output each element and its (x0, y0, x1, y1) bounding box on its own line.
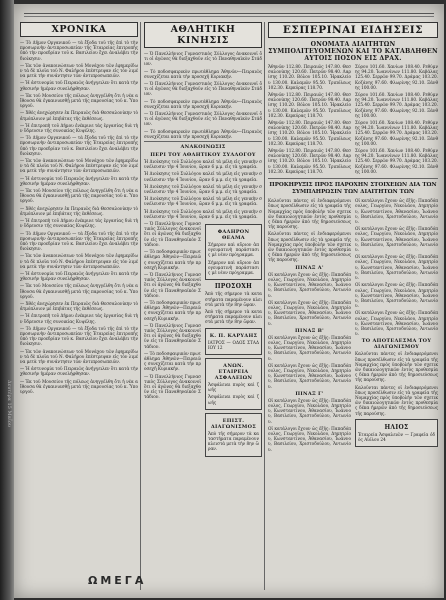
table-heading: ΠΙΝΑΞ Α' (295, 264, 324, 271)
notice-text: Ἡ Διοίκησις τοῦ Συλλόγου καλεῖ τὰ μέλη εἰς γενικὴν συνέλευσιν τὴν 4 Ἰουνίου, ὥραν 6 μ.μ. εἰς τὰ γραφεῖα. (144, 183, 262, 195)
ad-title: ΕΠΙΣΤ. ΔΙΑΓΩΝΙΣΜΟΣ (210, 417, 257, 430)
article-paragraph: — Ἡ ἀστυνομία τοῦ Πειραιῶς ἀνήγγειλεν ὅτι κατὰ τὴν χθεσινὴν ἡμέραν συνελήφθησαν. (20, 366, 138, 377)
top-rule-secondary (24, 16, 434, 17)
column-rule-2 (264, 22, 265, 590)
ad-box-karydis (205, 328, 262, 355)
article-paragraph: — Ἡ ἀστυνομία τοῦ Πειραιῶς ἀνήγγειλεν ὅτι κατὰ τὴν χθεσινὴν ἡμέραν συνελήφθησαν. (20, 175, 138, 186)
prosoxi-title: ΠΡΟΣΟΧΗ (214, 283, 253, 291)
page-margin-note: Δευτέρα 15 Μαΐου (6, 380, 12, 427)
column-athletics (144, 22, 262, 592)
notice-text: Ἡ Διοίκησις τοῦ Συλλόγου καλεῖ τὰ μέλη εἰς γενικὴν συνέλευσιν τὴν 4 Ἰουνίου, ὥραν 6 μ.μ. εἰς τὰ γραφεῖα. (144, 171, 262, 182)
ad-text: ΙΑΤΡΟΣ — ΟΔΟΣ ΣΤΑΔΙΟΥ 12 (208, 339, 259, 350)
article-paragraph: — Ὁ Πανελλήνιος Γυμναστικὸς Σύλλογος ἀνακοινοῖ ὅτι οἱ ἀγῶνες θὰ διεξαχθοῦν εἰς τὸ Παναθηναϊκὸν Στάδιον. (144, 373, 201, 400)
column-chronika (20, 22, 138, 592)
lower-left (144, 221, 201, 459)
article-paragraph: — Ἐκ τῶν ἀνακοινώσεων τοῦ Μονάχου τῶν ἐφημερίδων τὰ δὲ πλοῖα τοῦ Ν. Φαλήρου ἐπέστρεψαν εἰς τὸν λιμένα μετὰ τὴν συνάντησιν τῶν ἀντιπροσωπειῶν. (20, 158, 138, 174)
prosoxi-text: Ἀπὸ τῆς σήμερον τὰ καταστήματα παραμένουν κλειστὰ μετὰ τὴν 8ην ὥραν. (205, 291, 262, 307)
proclamation-left (268, 198, 351, 454)
body-text: Οἱ κατάλογοι ἔχουν ὡς ἑξῆς: Παπαδόπουλος, Γεωργίου, Νικολάου, Δημητρίου, Κωνσταντίνου, Ἀθανασίου, Ἰωάννου, Βασιλείου, Χριστοδούλου, Ἀντωνίου. (355, 226, 438, 253)
body-text: Οἱ κατάλογοι ἔχουν ὡς ἑξῆς: Παπαδόπουλος, Γεωργίου, Νικολάου, Δημητρίου, Κωνσταντίνου, Ἀθανασίου, Ἰωάννου, Βασιλείου, Χριστοδούλου, Ἀντωνίου. (268, 271, 351, 298)
article-paragraph: — Χθὲς ἀνεχώρησεν ἐκ Πειραιῶς διὰ Θεσσαλονίκην τὸ ἀτμόπλοιον μὲ ἐπιβάτας τῆς ἐκθέσεως. (20, 110, 138, 121)
table-heading: ΠΙΝΑΞ Β' (295, 327, 324, 334)
article-paragraph: — Τὸ Δῆμον Οργανικοῦ — τὰ ἔξοδα τοῦ τῆς ἐπὶ τὸ τὴν προσωρινὴν ἀντιπροσωπείαν τῆς Ἑταιρείας ἐπιτροπῆς ὑπὸ τὴν προεδρίαν τοῦ κ. Βασιλείου ἔχει ἀναλάβει τὴν διοίκησιν. (20, 40, 138, 61)
lower-right (205, 221, 262, 459)
body-text: Οἱ κατάλογοι ἔχουν ὡς ἑξῆς: Παπαδόπουλος, Γεωργίου, Νικολάου, Δημητρίου, Κωνσταντίνου, Ἀθανασίου, Ἰωάννου, Βασιλείου, Χριστοδούλου, Ἀντωνίου. (355, 282, 438, 309)
notice-text: Ἡ Διοίκησις τοῦ Συλλόγου καλεῖ τὰ μέλη εἰς γενικὴν συνέλευσιν τὴν 4 Ἰουνίου, ὥραν 6 μ.μ. εἰς τὰ γραφεῖα. (144, 196, 262, 207)
ad-box-insurance (205, 358, 262, 410)
article-paragraph: — Ὁ Πανελλήνιος Γυμναστικὸς Σύλλογος ἀνακοινοῖ ὅτι οἱ ἀγῶνες θὰ διεξαχθοῦν εἰς τὸ Παναθηναϊκὸν Στάδιον. (144, 271, 201, 298)
article-paragraph: — Ὁ Πανελλήνιος Γυμναστικὸς Σύλλογος ἀνακοινοῖ ὅτι οἱ ἀγῶνες θὰ διεξαχθοῦν εἰς τὸ Παναθηναϊκὸν Στάδιον. (144, 221, 201, 247)
article-paragraph: — Τὸ ποδοσφαιρικὸν πρωτάθλημα Ἀθηνῶν—Πειραιῶς συνεχίζεται κατὰ τὴν προσεχῆ Κυριακήν. (144, 128, 262, 139)
article-paragraph: — Ἐκ τοῦ Μουσείου τῆς πόλεως ἀνηγγέλθη ὅτι ἡ νέα αἴθουσα θὰ ἐγκαινιασθῇ μετὰ τῆς παρουσίας τοῦ κ. Ὑπουργοῦ. (20, 378, 138, 394)
notice-text: Ἡ Διοίκησις τοῦ Συλλόγου καλεῖ τὰ μέλη εἰς γενικὴν συνέλευσιν τὴν 4 Ἰουνίου, ὥραν 6 μ.μ. εἰς τὰ γραφεῖα. (144, 208, 262, 219)
article-paragraph: — Ἡ ἐπιτροπὴ τοῦ Δήμου ἐνέκρινε τὰς ἐργασίας διὰ τὴν ὕδρευσιν τῆς συνοικίας Κυψέλης. (20, 313, 138, 324)
column-evening-news (268, 22, 438, 592)
ad-text: Ἀσφάλειαι πυρὸς καὶ ζωῆς (208, 394, 259, 405)
article-paragraph: — Χθὲς ἀνεχώρησεν ἐκ Πειραιῶς διὰ Θεσσαλονίκην τὸ ἀτμόπλοιον μὲ ἐπιβάτας τῆς ἐκθέσεως. (20, 205, 138, 216)
article-paragraph: — Τὸ Δῆμον Οργανικοῦ — τὰ ἔξοδα τοῦ τῆς ἐπὶ τὸ τὴν προσωρινὴν ἀντιπροσωπείαν τῆς Ἑταιρείας ἐπιτροπῆς ὑπὸ τὴν προεδρίαν τοῦ κ. Βασιλείου ἔχει ἀναλάβει τὴν διοίκησιν. (20, 135, 138, 156)
article-paragraph: — Τὸ ποδοσφαιρικὸν πρωτάθλημα Ἀθηνῶν—Πειραιῶς συνεχίζεται κατὰ τὴν προσεχῆ Κυριακήν. (144, 68, 262, 79)
ad-title: Κ. Π. ΚΑΡΥΔΗΣ (209, 332, 258, 339)
helios-title: ΗΛΙΟΣ (384, 423, 409, 431)
body-text: Οἱ κατάλογοι ἔχουν ὡς ἑξῆς: Παπαδόπουλος, Γεωργίου, Νικολάου, Δημητρίου, Κωνσταντίνου, Ἀθανασίου, Ἰωάννου, Βασιλείου, Χριστοδούλου, Ἀντωνίου. (268, 397, 351, 424)
ad-title: ΑΝΩΝ. ΕΤΑΙΡΕΙΑ ΑΣΦΑΛΕΙΩΝ (214, 362, 253, 381)
article-paragraph: — Τὸ ποδοσφαιρικὸν πρωτάθλημα Ἀθηνῶν—Πειραιῶς συνεχίζεται κατὰ τὴν προσεχῆ Κυριακήν. (144, 98, 262, 109)
body-text: Καλοῦνται πάντες οἱ ἐνδιαφερόμενοι ὅπως προσέλθωσιν εἰς τὰ γραφεῖα τῆς Νομαρχίας πρὸς ὑποβολὴν τῶν σχετικῶν δικαιολογητικῶν ἐντὸς προθεσμίας δέκα ἡμερῶν ἀπὸ τῆς δημοσιεύσεως τῆς παρούσης. (268, 231, 351, 263)
proclamation-body (268, 198, 438, 454)
headline-proclamation: ΠΡΟΚΗΡΥΞΙΣ ΠΡΟΣ ΠΑΡΟΧΗΝ ΣΤΟΙΧΕΙΩΝ ΔΙΑ ΤΩΝ ΣΥΜΠΛΗΡΩΣΙΝ ΤΩΝ ΔΙΑΙΤΗΤΩΝ ΤΩΝ (269, 182, 437, 195)
list-text: Σύρου 101.60. Χανίων 108.40. Ρεθύμνης 94.20. Ἰωαννίνων 111.80. Καβάλας 125.40. Σερρῶν 99.70. Δράμας 103.20. Κοζάνης 97.60. Φλωρίνης 92.10. Ξάνθης 100.00. (355, 120, 438, 146)
ad-text: Ἀσφάλειαι πυρὸς καὶ ζωῆς (208, 381, 259, 393)
list-text: Σύρου 101.60. Χανίων 108.40. Ρεθύμνης 94.20. Ἰωαννίνων 111.80. Καβάλας 125.40. Σερρῶν 99.70. Δράμας 103.20. Κοζάνης 97.60. Φλωρίνης 92.10. Ξάνθης 100.00. (355, 148, 438, 174)
ad-text: Σήμερον καὶ αὔριον ἀπογευματινὴ παράστασις μὲ νέον πρόγραμμα. (208, 259, 259, 276)
body-text: Οἱ κατάλογοι ἔχουν ὡς ἑξῆς: Παπαδόπουλος, Γεωργίου, Νικολάου, Δημητρίου, Κωνσταντίνου, Ἀθανασίου, Ἰωάννου, Βασιλείου, Χριστοδούλου, Ἀντωνίου. (268, 425, 351, 452)
article-paragraph: — Τὸ Δῆμον Οργανικοῦ — τὰ ἔξοδα τοῦ τῆς ἐπὶ τὸ τὴν προσωρινὴν ἀντιπροσωπείαν τῆς Ἑταιρείας ἐπιτροπῆς ὑπὸ τὴν προεδρίαν τοῦ κ. Βασιλείου ἔχει ἀναλάβει τὴν διοίκησιν. (20, 230, 138, 252)
body-text: Οἱ κατάλογοι ἔχουν ὡς ἑξῆς: Παπαδόπουλος, Γεωργίου, Νικολάου, Δημητρίου, Κωνσταντίνου, Ἀθανασίου, Ἰωάννου, Βασιλείου, Χριστοδούλου, Ἀντωνίου. (268, 362, 351, 389)
list-text: Ἀθηνῶν 112.80. Πειραιῶς 147.80. Θεσσαλονίκης 120.60. Πατρῶν 98.40. Λαρίσης 110.20. Βόλου 105.10. Ἡρακλείου 130.00. Καλαμῶν 95.50. Τριπόλεως 102.30. Κερκύρας 118.70. (268, 92, 351, 118)
list-text: Ἀθηνῶν 112.80. Πειραιῶς 147.80. Θεσσαλονίκης 120.60. Πατρῶν 98.40. Λαρίσης 110.20. Βόλου 105.10. Ἡρακλείου 130.00. Καλαμῶν 95.50. Τριπόλεως 102.30. Κερκύρας 118.70. (268, 120, 351, 146)
body-text: Οἱ κατάλογοι ἔχουν ὡς ἑξῆς: Παπαδόπουλος, Γεωργίου, Νικολάου, Δημητρίου, Κωνσταντίνου, Ἀθανασίου, Ἰωάννου, Βασιλείου, Χριστοδούλου, Ἀντωνίου. (268, 334, 351, 361)
ad-title: ΦΑΛΗΡΟΝ ΘΕΑΜΑ (217, 229, 250, 242)
article-paragraph: — Ὁ Πανελλήνιος Γυμναστικὸς Σύλλογος ἀνακοινοῖ ὅτι οἱ ἀγῶνες θὰ διεξαχθοῦν εἰς τὸ Παναθηναϊκὸν Στάδιον. (144, 81, 262, 97)
list-right (355, 64, 438, 176)
section-divider (144, 141, 262, 142)
prosoxi-text: Ἀπὸ τῆς σήμερον τὰ καταστήματα παραμένουν κλειστὰ μετὰ τὴν 8ην ὥραν. (205, 308, 262, 325)
newspaper-page (14, 4, 444, 598)
ad-box-helios (355, 419, 438, 447)
ad-box-competition (205, 413, 262, 457)
notice-title: ΑΝΑΚΟΙΝΩΣΙΣ (180, 144, 226, 151)
section-divider (268, 178, 438, 179)
list-text: Ἀθηνῶν 112.80. Πειραιῶς 147.80. Θεσσαλονίκης 120.60. Πατρῶν 98.40. Λαρίσης 110.20. Βόλου 105.10. Ἡρακλείου 130.00. Καλαμῶν 95.50. Τριπόλεως 102.30. Κερκύρας 118.70. (268, 64, 351, 90)
headline-arbitrators: ΟΝΟΜΑΤΑ ΔΙΑΙΤΗΤΩΝ ΣΥΜΠΟΛΙΤΕΥΟΜΕΝΩΝ ΚΑΙ ΤΟ ΚΑΤΑΒΛΗΘΕΝ ΑΥΤΟΙΣ ΠΟΣΟΝ ΕΙΣ ΔΡΑΧ. (268, 41, 438, 62)
page-binding-edge (0, 0, 14, 600)
body-text: Οἱ κατάλογοι ἔχουν ὡς ἑξῆς: Παπαδόπουλος, Γεωργίου, Νικολάου, Δημητρίου, Κωνσταντίνου, Ἀθανασίου, Ἰωάννου, Βασιλείου, Χριστοδούλου, Ἀντωνίου. (355, 310, 438, 337)
article-paragraph: — Ἐκ τοῦ Μουσείου τῆς πόλεως ἀνηγγέλθη ὅτι ἡ νέα αἴθουσα θὰ ἐγκαινιασθῇ μετὰ τῆς παρουσίας τοῦ κ. Ὑπουργοῦ. (20, 283, 138, 299)
ad-text: Ἀπὸ τῆς σήμερον τὰ καταστήματα παραμένουν κλειστὰ μετὰ τὴν 8ην ὥραν. (208, 430, 259, 452)
helios-text: Ἑταιρεία Ἀσφαλειῶν — Γραφεῖα ὁδὸς Αἰόλου 24 (358, 431, 435, 442)
ad-box-faliron (205, 224, 262, 280)
article-paragraph: — Ὁ Πανελλήνιος Γυμναστικὸς Σύλλογος ἀνακοινοῖ ὅτι οἱ ἀγῶνες θὰ διεξαχθοῦν εἰς τὸ Παναθηναϊκὸν Στάδιον. (144, 322, 201, 349)
article-paragraph: — Ἐκ τῶν ἀνακοινώσεων τοῦ Μονάχου τῶν ἐφημερίδων τὰ δὲ πλοῖα τοῦ Ν. Φαλήρου ἐπέστρεψαν εἰς τὸν λιμένα μετὰ τὴν συνάντησιν τῶν ἀντιπροσωπειῶν. (20, 348, 138, 364)
article-paragraph: — Ἐκ τῶν ἀνακοινώσεων τοῦ Μονάχου τῶν ἐφημερίδων τὰ δὲ πλοῖα τοῦ Ν. Φαλήρου ἐπέστρεψαν εἰς τὸν λιμένα μετὰ τὴν συνάντησιν τῶν ἀντιπροσωπειῶν. (20, 253, 138, 269)
article-paragraph: — Τὸ ποδοσφαιρικὸν πρωτάθλημα Ἀθηνῶν—Πειραιῶς συνεχίζεται κατὰ τὴν προσεχῆ Κυριακήν. (144, 249, 201, 270)
body-text: Οἱ κατάλογοι ἔχουν ὡς ἑξῆς: Παπαδόπουλος, Γεωργίου, Νικολάου, Δημητρίου, Κωνσταντίνου, Ἀθανασίου, Ἰωάννου, Βασιλείου, Χριστοδούλου, Ἀντωνίου. (355, 198, 438, 225)
article-paragraph: — Ὁ Πανελλήνιος Γυμναστικὸς Σύλλογος ἀνακοινοῖ ὅτι οἱ ἀγῶνες θὰ διεξαχθοῦν εἰς τὸ Παναθηναϊκὸν Στάδιον. (144, 51, 262, 67)
proclamation-right (355, 198, 438, 454)
table-heading: ΠΙΝΑΞ Γ' (295, 390, 324, 397)
body-text: Καλοῦνται πάντες οἱ ἐνδιαφερόμενοι ὅπως προσέλθωσιν εἰς τὰ γραφεῖα τῆς Νομαρχίας πρὸς ὑποβολὴν τῶν σχετικῶν δικαιολογητικῶν ἐντὸς προθεσμίας δέκα ἡμερῶν ἀπὸ τῆς δημοσιεύσεως τῆς παρούσης. (355, 384, 438, 416)
lower-split (144, 221, 262, 459)
list-text: Σύρου 101.60. Χανίων 108.40. Ρεθύμνης 94.20. Ἰωαννίνων 111.80. Καβάλας 125.40. Σερρῶν 99.70. Δράμας 103.20. Κοζάνης 97.60. Φλωρίνης 92.10. Ξάνθης 100.00. (355, 92, 438, 118)
body-text: Καλοῦνται πάντες οἱ ἐνδιαφερόμενοι ὅπως προσέλθωσιν εἰς τὰ γραφεῖα τῆς Νομαρχίας πρὸς ὑποβολὴν τῶν σχετικῶν δικαιολογητικῶν ἐντὸς προθεσμίας δέκα ἡμερῶν ἀπὸ τῆς δημοσιεύσεως τῆς παρούσης. (355, 351, 438, 383)
article-paragraph: — Ἡ ἀστυνομία τοῦ Πειραιῶς ἀνήγγειλεν ὅτι κατὰ τὴν χθεσινὴν ἡμέραν συνελήφθησαν. (20, 270, 138, 282)
body-text: Οἱ κατάλογοι ἔχουν ὡς ἑξῆς: Παπαδόπουλος, Γεωργίου, Νικολάου, Δημητρίου, Κωνσταντίνου, Ἀθανασίου, Ἰωάννου, Βασιλείου, Χριστοδούλου, Ἀντωνίου. (355, 254, 438, 281)
body-text: Καλοῦνται πάντες οἱ ἐνδιαφερόμενοι ὅπως προσέλθωσιν εἰς τὰ γραφεῖα τῆς Νομαρχίας πρὸς ὑποβολὴν τῶν σχετικῶν δικαιολογητικῶν ἐντὸς προθεσμίας δέκα ἡμερῶν ἀπὸ τῆς δημοσιεύσεως τῆς παρούσης. (268, 198, 351, 230)
article-paragraph: — Ὁ Πανελλήνιος Γυμναστικὸς Σύλλογος ἀνακοινοῖ ὅτι οἱ ἀγῶνες θὰ διεξαχθοῦν εἰς τὸ Παναθηναϊκὸν Στάδιον. (144, 111, 262, 127)
article-paragraph: — Ἐκ τοῦ Μουσείου τῆς πόλεως ἀνηγγέλθη ὅτι ἡ νέα αἴθουσα θὰ ἐγκαινιασθῇ μετὰ τῆς παρουσίας τοῦ κ. Ὑπουργοῦ. (20, 92, 138, 109)
list-text: Σύρου 101.60. Χανίων 108.40. Ρεθύμνης 94.20. Ἰωαννίνων 111.80. Καβάλας 125.40. Σερρῶν 99.70. Δράμας 103.20. Κοζάνης 97.60. Φλωρίνης 92.10. Ξάνθης 100.00. (355, 64, 438, 90)
column-header-evening-news: ΕΣΠΕΡΙΝΑΙ ΕΙΔΗΣΕΙΣ (268, 22, 438, 38)
article-paragraph: — Χθὲς ἀνεχώρησεν ἐκ Πειραιῶς διὰ Θεσσαλονίκην τὸ ἀτμόπλοιον μὲ ἐπιβάτας τῆς ἐκθέσεως. (20, 300, 138, 312)
article-paragraph: — Ἡ ἐπιτροπὴ τοῦ Δήμου ἐνέκρινε τὰς ἐργασίας διὰ τὴν ὕδρευσιν τῆς συνοικίας Κυψέλης. (20, 122, 138, 134)
results-heading: ΤΟ ΑΠΟΤΕΛΕΣΜΑ ΤΟΥ ΔΙΑΓΩΝΙΣΜΟΥ (361, 338, 432, 351)
arbitrators-lists (268, 64, 438, 176)
ad-text: Σήμερον καὶ αὔριον ἀπογευματινὴ παράστασις μὲ νέον πρόγραμμα. (208, 242, 259, 258)
list-left (268, 64, 351, 176)
article-paragraph: — Ἡ ἀστυνομία τοῦ Πειραιῶς ἀνήγγειλεν ὅτι κατὰ τὴν χθεσινὴν ἡμέραν συνελήφθησαν. (20, 80, 138, 91)
article-paragraph: — Τὸ ποδοσφαιρικὸν πρωτάθλημα Ἀθηνῶν—Πειραιῶς συνεχίζεται κατὰ τὴν προσεχῆ Κυριακήν. (144, 299, 201, 321)
column-rule-1 (140, 22, 141, 590)
column-header-athletics: ΑΘΛΗΤΙΚΗ ΚΙΝΗΣΙΣ (144, 22, 262, 48)
notice-text: Ἡ Διοίκησις τοῦ Συλλόγου καλεῖ τὰ μέλη εἰς γενικὴν συνέλευσιν τὴν 4 Ἰουνίου, ὥραν 6 μ.μ. εἰς τὰ γραφεῖα. (144, 159, 262, 170)
article-paragraph: — Τὸ ποδοσφαιρικὸν πρωτάθλημα Ἀθηνῶν—Πειραιῶς συνεχίζεται κατὰ τὴν προσεχῆ Κυριακήν. (144, 350, 201, 372)
article-paragraph: — Ἐκ τῶν ἀνακοινώσεων τοῦ Μονάχου τῶν ἐφημερίδων τὰ δὲ πλοῖα τοῦ Ν. Φαλήρου ἐπέστρεψαν εἰς τὸν λιμένα μετὰ τὴν συνάντησιν τῶν ἀντιπροσωπειῶν. (20, 62, 138, 79)
article-paragraph: — Ἐκ τοῦ Μουσείου τῆς πόλεως ἀνηγγέλθη ὅτι ἡ νέα αἴθουσα θὰ ἐγκαινιασθῇ μετὰ τῆς παρουσίας τοῦ κ. Ὑπουργοῦ. (20, 188, 138, 204)
top-rule (24, 13, 434, 14)
notice-subtitle: ΠΕΡΙ ΤΟΥ ΑΘΛΗΤΙΚΟΥ ΣΥΛΛΟΓΟΥ (150, 152, 256, 159)
article-paragraph: — Ἡ ἐπιτροπὴ τοῦ Δήμου ἐνέκρινε τὰς ἐργασίας διὰ τὴν ὕδρευσιν τῆς συνοικίας Κυψέλης. (20, 218, 138, 229)
body-text: Οἱ κατάλογοι ἔχουν ὡς ἑξῆς: Παπαδόπουλος, Γεωργίου, Νικολάου, Δημητρίου, Κωνσταντίνου, Ἀθανασίου, Ἰωάννου, Βασιλείου, Χριστοδούλου, Ἀντωνίου. (268, 299, 351, 326)
bottom-ad-omega: ΩΜΕΓΑ (88, 574, 147, 587)
article-paragraph: — Τὸ Δῆμον Οργανικοῦ — τὰ ἔξοδα τοῦ τῆς ἐπὶ τὸ τὴν προσωρινὴν ἀντιπροσωπείαν τῆς Ἑταιρείας ἐπιτροπῆς ὑπὸ τὴν προεδρίαν τοῦ κ. Βασιλείου ἔχει ἀναλάβει τὴν διοίκησιν. (20, 325, 138, 347)
column-header-chronika: ΧΡΟΝΙΚΑ (20, 22, 138, 37)
list-text: Ἀθηνῶν 112.80. Πειραιῶς 147.80. Θεσσαλονίκης 120.60. Πατρῶν 98.40. Λαρίσης 110.20. Βόλου 105.10. Ἡρακλείου 130.00. Καλαμῶν 95.50. Τριπόλεως 102.30. Κερκύρας 118.70. (268, 148, 351, 174)
